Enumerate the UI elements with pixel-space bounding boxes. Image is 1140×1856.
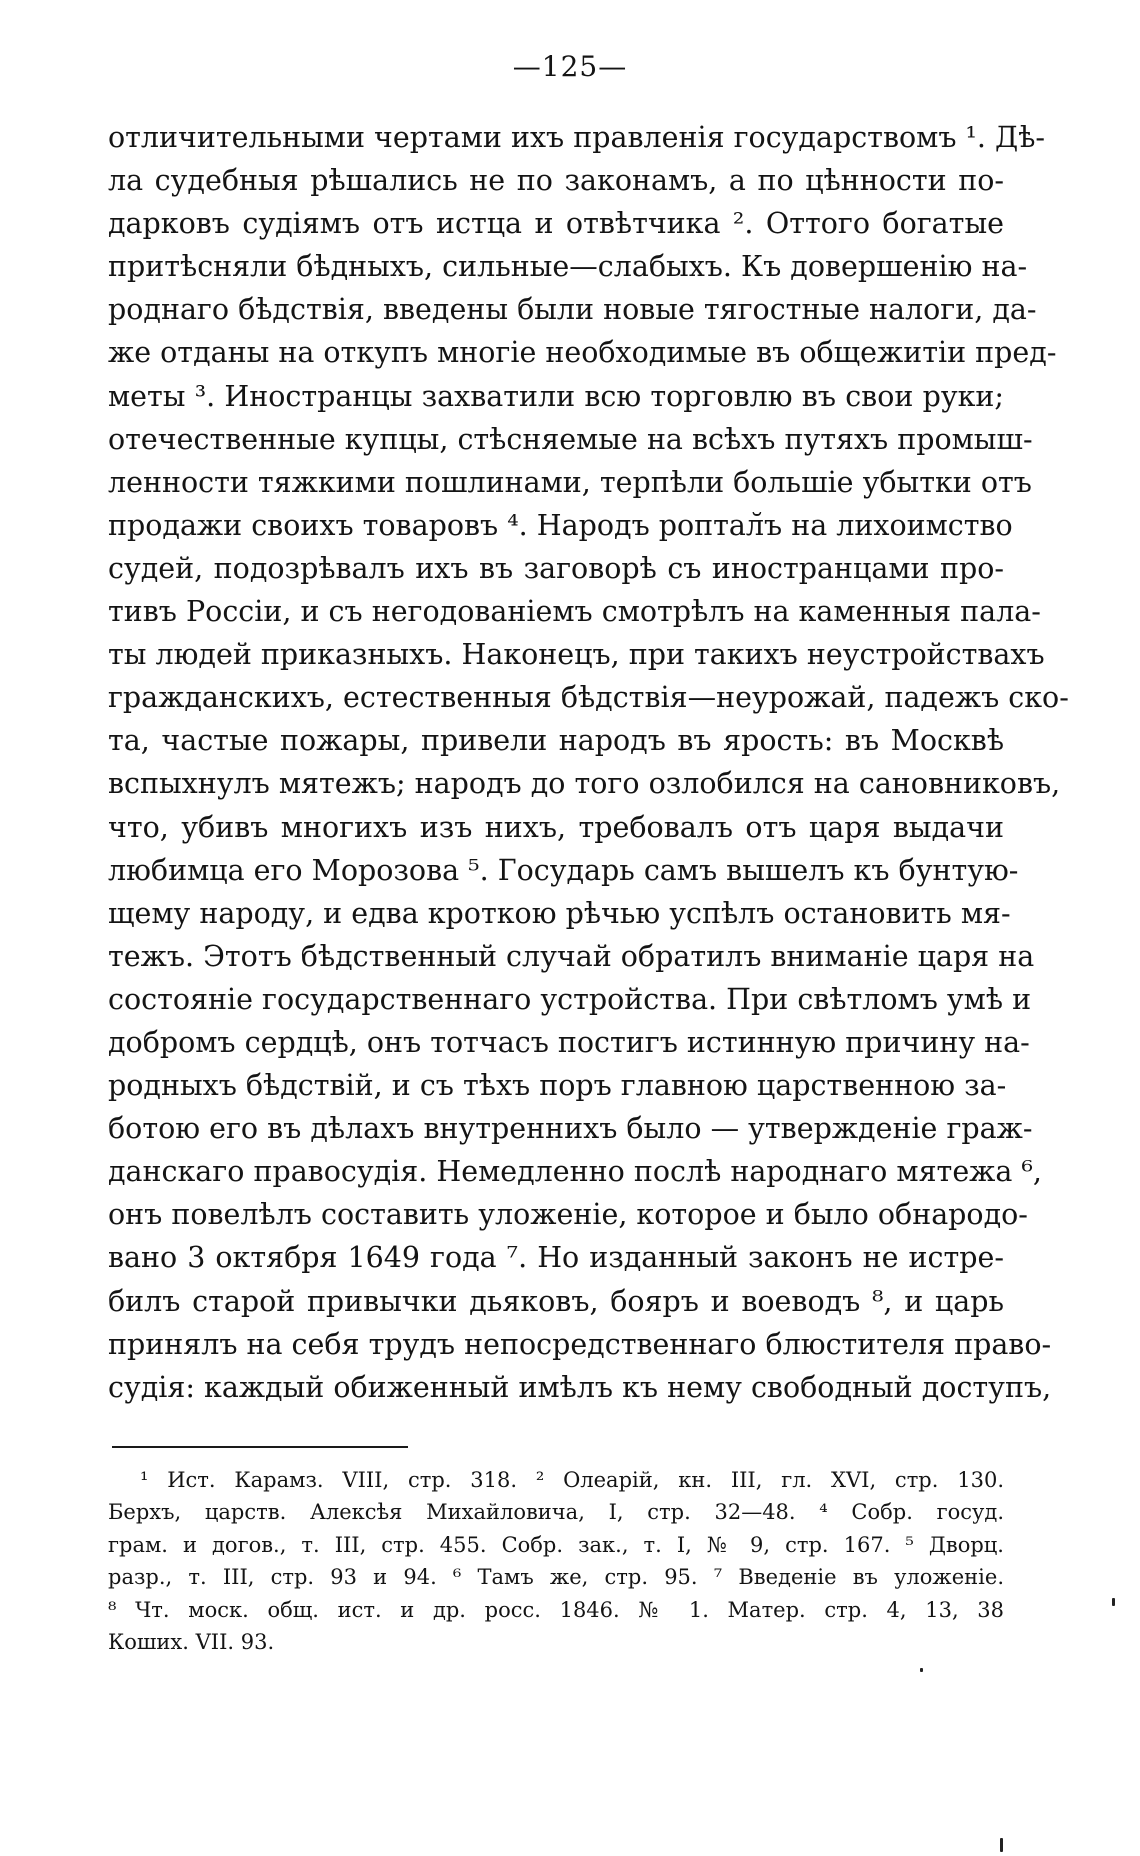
- footnotes: [108, 1464, 1004, 1658]
- body-line: роднаго бѣдствія, введены были новые тягостные налоги, да-: [108, 293, 1037, 327]
- body-line: родныхъ бѣдствій, и съ тѣхъ поръ главною царственною за-: [108, 1069, 1007, 1103]
- body-line: вано 3 октября 1649 года ⁷. Но изданный законъ не истре-: [108, 1241, 1004, 1275]
- body-line: отличительными чертами ихъ правленія государствомъ ¹. Дѣ-: [108, 121, 1046, 154]
- body-line: притѣсняли бѣдныхъ, сильные—слабыхъ. Къ довершенію на-: [108, 250, 1028, 284]
- body-line: гражданскихъ, естественныя бѣдствія—неурожай, падежъ ско-: [108, 681, 1069, 715]
- body-line: же отданы на откупъ многіе необходимые въ общежитіи пред-: [108, 336, 1057, 370]
- body-line: ленности тяжкими пошлинами, терпѣли большіе убытки отъ: [108, 465, 1032, 499]
- page-number: —125—: [512, 50, 628, 83]
- body-line: принялъ на себя трудъ непосредственнаго блюстителя право-: [108, 1327, 1052, 1361]
- body-line: отечественные купцы, стѣсняемые на всѣхъ путяхъ промыш-: [108, 422, 1033, 456]
- body-line: щему народу, и едва кроткою рѣчью успѣлъ остановить мя-: [108, 896, 1011, 930]
- body-line: ботою его въ дѣлахъ внутреннихъ было — утвержденіе граж-: [108, 1112, 1033, 1146]
- body-line: тивъ Россіи, и съ негодованіемъ смотрѣлъ на каменныя пала-: [108, 595, 1041, 629]
- body-line: судей, подозрѣвалъ ихъ въ заговорѣ съ иностранцами про-: [108, 551, 1004, 585]
- body-line: дарковъ судіямъ отъ истца и отвѣтчика ². Оттого богатые: [108, 207, 1004, 241]
- footnote-line: разр., т. III, стр. 93 и 94. ⁶ Тамъ же, стр. 95. ⁷ Введеніе въ уложеніе.: [108, 1565, 1004, 1590]
- scan-speck: [920, 1668, 923, 1672]
- body-line: продажи своихъ товаровъ ⁴. Народъ роптал̆ъ на лихоимство: [108, 508, 1013, 542]
- body-line: ла судебныя рѣшались не по законамъ, а по цѣнности по-: [108, 164, 1004, 198]
- body-line: любимца его Морозова ⁵. Государь самъ вышелъ къ бунтую-: [108, 853, 1019, 887]
- body-line: данскаго правосудія. Немедленно послѣ народнаго мятежа ⁶,: [108, 1155, 1042, 1189]
- body-line: вспыхнулъ мятежъ; народъ до того озлобился на сановниковъ,: [108, 767, 1061, 801]
- body-line: что, убивъ многихъ изъ нихъ, требовалъ отъ царя выдачи: [108, 810, 1004, 844]
- body-line: состояніе государственнаго устройства. При свѣтломъ умѣ и: [108, 982, 1032, 1016]
- body-line: та, частые пожары, привели народъ въ ярость: въ Москвѣ: [108, 724, 1004, 758]
- body-line: добромъ сердцѣ, онъ тотчасъ постигъ истинную причину на-: [108, 1025, 1030, 1059]
- footnote-line: ⁸ Чт. моск. общ. ист. и др. росс. 1846. № 1. Матер. стр. 4, 13, 38: [108, 1597, 1004, 1622]
- body-line: тежъ. Этотъ бѣдственный случай обратилъ вниманіе царя на: [108, 939, 1035, 973]
- footnote-line: грам. и догов., т. III, стр. 455. Собр. зак., т. I, № 9, стр. 167. ⁵ Дворц.: [108, 1532, 1004, 1557]
- footnote-line: Берхъ, царств. Алексѣя Михайловича, I, стр. 32—48. ⁴ Собр. госуд.: [108, 1500, 1004, 1525]
- body-line: билъ старой привычки дьяковъ, бояръ и воеводъ ⁸, и царь: [108, 1284, 1004, 1318]
- body-line: меты ³. Иностранцы захватили всю торговлю въ свои руки;: [108, 379, 1004, 413]
- body-line: онъ повелѣлъ составить уложеніе, которое и было обнародо-: [108, 1198, 1028, 1232]
- footnote-line: Коших. VII. 93.: [108, 1629, 275, 1654]
- body-text: [108, 116, 1069, 1409]
- body-line: ты людей приказныхъ. Наконецъ, при такихъ неустройствахъ: [108, 638, 1045, 672]
- footnote-line: ¹ Ист. Карамз. VIII, стр. 318. ² Олеарій, кн. III, гл. XVI, стр. 130.: [140, 1468, 1004, 1492]
- scan-speck: [1000, 1838, 1003, 1852]
- body-line: судія: каждый обиженный имѣлъ къ нему свободный доступъ,: [108, 1370, 1052, 1404]
- scan-speck: [1112, 1598, 1115, 1606]
- footnote-separator: [112, 1446, 408, 1448]
